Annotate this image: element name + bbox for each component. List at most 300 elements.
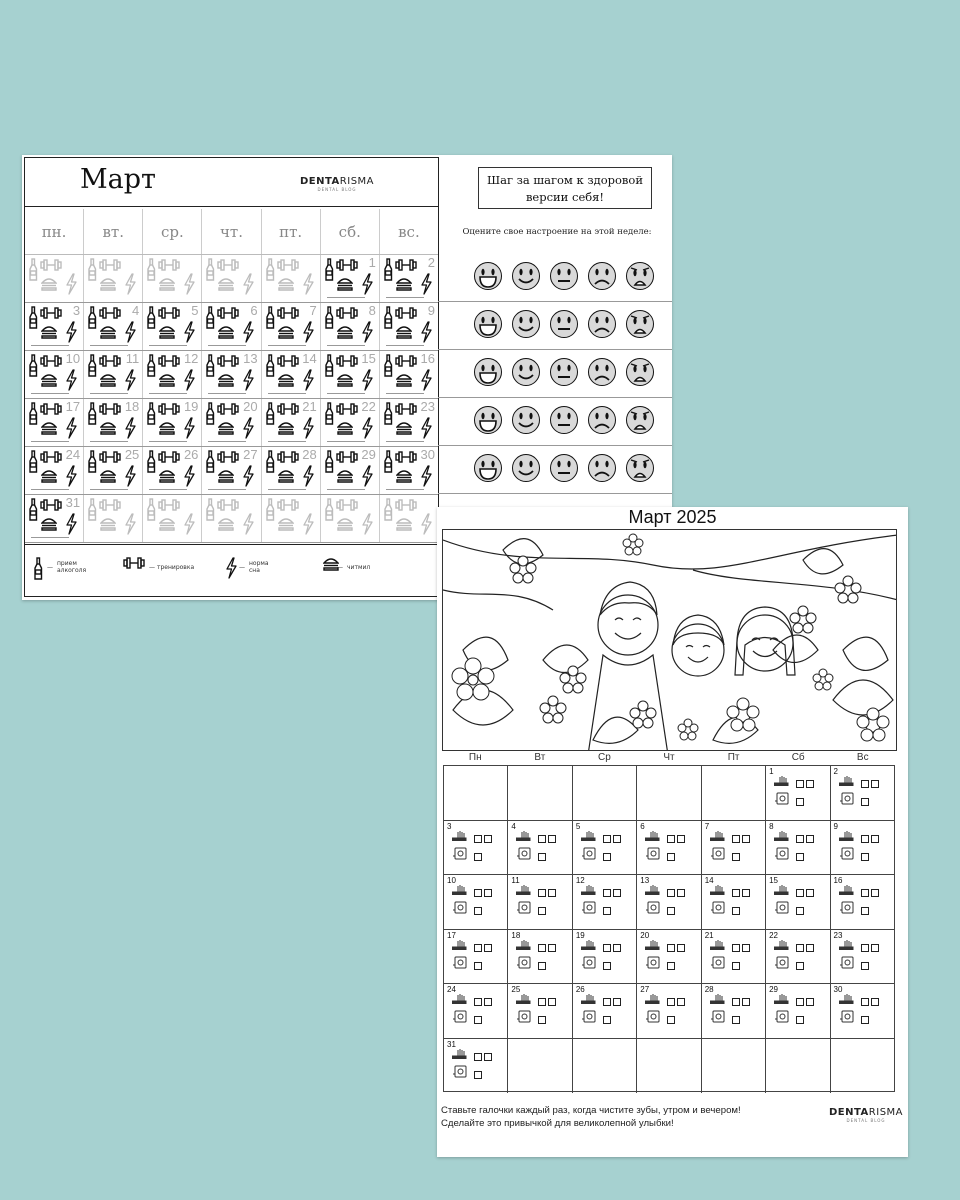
checkbox[interactable] <box>796 853 804 861</box>
dumbbell-icon <box>336 307 358 319</box>
checkbox[interactable] <box>548 835 556 843</box>
neutral-face-icon[interactable] <box>550 406 578 434</box>
habit-day-cell[interactable] <box>202 303 261 350</box>
habit-day-cell[interactable] <box>262 303 321 350</box>
checkbox[interactable] <box>667 889 675 897</box>
toothbrush-calendar-page <box>437 507 908 1157</box>
very-sad-face-icon[interactable] <box>626 310 654 338</box>
habit-day-cell[interactable] <box>84 255 143 302</box>
calendar-day-cell[interactable] <box>508 930 572 984</box>
bottle-icon <box>146 450 156 474</box>
day-number: 17 <box>447 930 456 940</box>
checkbox[interactable] <box>806 889 814 897</box>
checkbox[interactable] <box>474 1071 482 1079</box>
toothbrush-floss-icon <box>452 992 472 1024</box>
habit-day-cell[interactable] <box>321 495 380 542</box>
dumbbell-icon <box>277 259 299 271</box>
checkbox[interactable] <box>796 889 804 897</box>
checkbox[interactable] <box>667 1016 675 1024</box>
day-number: 19 <box>575 930 585 940</box>
calendar-day-cell[interactable] <box>444 984 508 1038</box>
smile-face-icon[interactable] <box>512 454 540 482</box>
laughing-face-icon[interactable] <box>474 406 502 434</box>
checkbox[interactable] <box>474 1053 482 1061</box>
lightning-icon <box>183 273 195 295</box>
checkbox[interactable] <box>613 835 621 843</box>
calendar-day-cell[interactable] <box>573 984 637 1038</box>
dumbbell-icon <box>99 403 121 415</box>
day-number: 8 <box>368 303 376 318</box>
weekday-label: Ср <box>598 752 611 763</box>
checkbox[interactable] <box>861 944 869 952</box>
checkbox[interactable] <box>474 944 482 952</box>
checkbox[interactable] <box>871 998 879 1006</box>
checkbox[interactable] <box>548 944 556 952</box>
note-line <box>386 441 424 442</box>
note-line <box>90 393 128 394</box>
habit-day-cell[interactable] <box>202 399 261 446</box>
toothbrush-floss-icon <box>774 992 794 1024</box>
laughing-face-icon[interactable] <box>474 454 502 482</box>
lightning-icon <box>361 321 373 343</box>
calendar-day-cell[interactable] <box>508 875 572 929</box>
checkbox[interactable] <box>732 944 740 952</box>
toothbrush-floss-icon <box>839 774 859 806</box>
week-row <box>25 255 438 303</box>
lightning-icon <box>65 513 77 535</box>
bottle-icon <box>383 354 393 378</box>
checkbox[interactable] <box>796 907 804 915</box>
calendar-day-cell[interactable] <box>766 984 830 1038</box>
note-line <box>386 297 424 298</box>
checkbox[interactable] <box>603 962 611 970</box>
burger-icon <box>278 325 294 339</box>
checkbox[interactable] <box>861 889 869 897</box>
note-line <box>31 345 69 346</box>
calendar-day-cell[interactable] <box>831 766 894 820</box>
dumbbell-icon <box>217 451 239 463</box>
weekday-header <box>443 752 895 763</box>
checkbox[interactable] <box>667 907 675 915</box>
checkbox[interactable] <box>871 835 879 843</box>
checkbox[interactable] <box>613 944 621 952</box>
checkbox[interactable] <box>861 835 869 843</box>
checkbox[interactable] <box>861 1016 869 1024</box>
day-number: 28 <box>704 985 714 994</box>
checkbox[interactable] <box>796 835 804 843</box>
laughing-face-icon[interactable] <box>474 262 502 290</box>
checkbox[interactable] <box>732 853 740 861</box>
checkbox[interactable] <box>677 889 685 897</box>
checkbox[interactable] <box>861 853 869 861</box>
checkbox[interactable] <box>796 998 804 1006</box>
checkbox[interactable] <box>861 798 869 806</box>
dumbbell-icon <box>158 355 180 367</box>
checkbox[interactable] <box>871 889 879 897</box>
checkbox[interactable] <box>796 962 804 970</box>
checkbox[interactable] <box>538 1016 546 1024</box>
habit-day-cell[interactable] <box>262 255 321 302</box>
bottle-icon <box>87 306 97 330</box>
habit-day-cell[interactable] <box>262 495 321 542</box>
smile-face-icon[interactable] <box>512 406 540 434</box>
note-line <box>268 393 306 394</box>
burger-icon <box>396 421 412 435</box>
calendar-day-cell <box>508 766 572 820</box>
habit-day-cell[interactable] <box>143 447 202 494</box>
bottle-icon <box>265 450 275 474</box>
toothbrush-floss-icon <box>710 992 730 1024</box>
checkbox[interactable] <box>538 907 546 915</box>
bottle-icon <box>28 354 38 378</box>
habit-day-cell[interactable] <box>380 303 438 350</box>
lightning-icon <box>242 417 254 439</box>
habit-day-cell[interactable] <box>321 255 380 302</box>
habit-day-cell[interactable] <box>380 495 438 542</box>
checkbox[interactable] <box>603 998 611 1006</box>
day-number: 14 <box>302 351 317 366</box>
calendar-day-cell[interactable] <box>831 984 894 1038</box>
brand-logo <box>300 176 374 192</box>
note-line <box>208 489 246 490</box>
checkbox[interactable] <box>474 998 482 1006</box>
sad-face-icon[interactable] <box>588 310 616 338</box>
calendar-day-cell[interactable] <box>444 930 508 984</box>
bottle-icon <box>383 306 393 330</box>
dumbbell-icon <box>99 451 121 463</box>
habit-day-cell[interactable] <box>380 447 438 494</box>
toothbrush-floss-icon <box>774 938 794 970</box>
calendar-day-cell[interactable] <box>508 984 572 1038</box>
habit-day-cell[interactable] <box>380 351 438 398</box>
habit-day-cell[interactable] <box>321 447 380 494</box>
day-number: 1 <box>769 767 774 776</box>
habit-day-cell[interactable] <box>321 303 380 350</box>
toothbrush-floss-icon <box>839 938 859 970</box>
checkbox[interactable] <box>796 1016 804 1024</box>
checkbox[interactable] <box>603 835 611 843</box>
bottle-icon <box>87 498 97 522</box>
checkbox[interactable] <box>474 962 482 970</box>
habit-day-cell[interactable] <box>380 255 438 302</box>
habit-day-cell[interactable] <box>143 303 202 350</box>
checkbox[interactable] <box>613 889 621 897</box>
habit-day-cell[interactable] <box>202 255 261 302</box>
week-row <box>25 447 438 495</box>
checkbox[interactable] <box>484 835 492 843</box>
toothbrush-floss-icon <box>452 938 472 970</box>
lightning-icon <box>242 465 254 487</box>
checkbox[interactable] <box>796 780 804 788</box>
smile-face-icon[interactable] <box>512 262 540 290</box>
note-line <box>149 393 187 394</box>
note-line <box>149 345 187 346</box>
toothbrush-floss-icon <box>452 1047 472 1079</box>
lightning-icon <box>242 369 254 391</box>
day-number: 22 <box>769 930 779 940</box>
checkbox[interactable] <box>484 889 492 897</box>
checkbox[interactable] <box>667 853 675 861</box>
burger-icon <box>218 325 234 339</box>
habit-day-cell[interactable] <box>143 495 202 542</box>
checkbox[interactable] <box>742 889 750 897</box>
checkbox[interactable] <box>548 998 556 1006</box>
checkbox[interactable] <box>474 853 482 861</box>
checkbox[interactable] <box>538 998 546 1006</box>
habit-day-cell[interactable] <box>202 495 261 542</box>
checkbox[interactable] <box>538 853 546 861</box>
bottle-icon <box>87 258 97 282</box>
day-number: 29 <box>361 447 376 462</box>
calendar-day-cell[interactable] <box>444 875 508 929</box>
habit-day-cell[interactable] <box>202 447 261 494</box>
laughing-face-icon[interactable] <box>474 310 502 338</box>
calendar-day-cell[interactable] <box>573 821 637 875</box>
checkbox[interactable] <box>677 835 685 843</box>
calendar-day-cell[interactable] <box>766 821 830 875</box>
checkbox[interactable] <box>861 907 869 915</box>
checkbox[interactable] <box>667 835 675 843</box>
bottle-icon <box>87 354 97 378</box>
checkbox[interactable] <box>871 780 879 788</box>
calendar-day-cell[interactable] <box>702 984 766 1038</box>
checkbox[interactable] <box>796 944 804 952</box>
habit-day-cell[interactable] <box>84 303 143 350</box>
bottle-icon <box>205 402 215 426</box>
habit-day-cell[interactable] <box>84 495 143 542</box>
checkbox[interactable] <box>603 889 611 897</box>
checkbox[interactable] <box>667 998 675 1006</box>
legend-label: норма сна <box>249 560 269 574</box>
habit-day-cell[interactable] <box>262 399 321 446</box>
habit-day-cell[interactable] <box>25 303 84 350</box>
bottle-icon <box>146 258 156 282</box>
day-number: 13 <box>640 876 650 885</box>
checkbox[interactable] <box>667 962 675 970</box>
note-line <box>208 441 246 442</box>
checkbox[interactable] <box>603 1016 611 1024</box>
calendar-day-cell[interactable] <box>637 984 701 1038</box>
calendar-day-cell[interactable] <box>702 930 766 984</box>
calendar-day-cell[interactable] <box>831 821 894 875</box>
habit-day-cell[interactable] <box>25 495 84 542</box>
habit-day-cell[interactable] <box>143 399 202 446</box>
habit-day-cell[interactable] <box>84 399 143 446</box>
habit-day-cell[interactable] <box>380 399 438 446</box>
calendar-day-cell[interactable] <box>573 930 637 984</box>
very-sad-face-icon[interactable] <box>626 262 654 290</box>
checkbox[interactable] <box>806 835 814 843</box>
calendar-day-cell <box>508 1039 572 1094</box>
smile-face-icon[interactable] <box>512 358 540 386</box>
habit-day-cell[interactable] <box>25 255 84 302</box>
checkbox[interactable] <box>603 944 611 952</box>
lightning-icon <box>302 513 314 535</box>
habit-calendar <box>24 157 439 597</box>
habit-day-cell[interactable] <box>84 447 143 494</box>
lightning-icon <box>302 465 314 487</box>
burger-icon <box>218 421 234 435</box>
lightning-icon <box>183 513 195 535</box>
very-sad-face-icon[interactable] <box>626 406 654 434</box>
neutral-face-icon[interactable] <box>550 262 578 290</box>
lightning-icon <box>225 557 237 579</box>
calendar-day-cell[interactable] <box>766 930 830 984</box>
toothbrush-floss-icon <box>645 829 665 861</box>
instruction-line-1: Ставьте галочки каждый раз, когда чистите зубы, утром и вечером! <box>441 1105 741 1116</box>
checkbox[interactable] <box>806 998 814 1006</box>
calendar-day-cell[interactable] <box>766 875 830 929</box>
calendar-day-cell[interactable] <box>702 875 766 929</box>
habit-day-cell[interactable] <box>84 351 143 398</box>
brand-name-b: RISMA <box>339 176 375 187</box>
calendar-week-row <box>444 821 894 876</box>
checkbox[interactable] <box>474 835 482 843</box>
day-number: 11 <box>511 876 520 885</box>
checkbox[interactable] <box>677 944 685 952</box>
checkbox[interactable] <box>732 998 740 1006</box>
habit-day-cell[interactable] <box>25 447 84 494</box>
calendar-day-cell[interactable] <box>444 821 508 875</box>
lightning-icon <box>302 273 314 295</box>
laughing-face-icon[interactable] <box>474 358 502 386</box>
day-number: 14 <box>704 876 714 885</box>
neutral-face-icon[interactable] <box>550 310 578 338</box>
habit-day-cell[interactable] <box>262 351 321 398</box>
toothbrush-floss-icon <box>516 938 536 970</box>
calendar-day-cell[interactable] <box>573 875 637 929</box>
lightning-icon <box>65 273 77 295</box>
habit-day-cell[interactable] <box>25 399 84 446</box>
calendar-day-cell[interactable] <box>831 930 894 984</box>
habit-day-cell[interactable] <box>25 351 84 398</box>
bottle-icon <box>383 450 393 474</box>
checkbox[interactable] <box>732 962 740 970</box>
habit-day-cell[interactable] <box>143 255 202 302</box>
burger-icon <box>396 325 412 339</box>
instruction-text <box>441 1104 741 1130</box>
checkbox[interactable] <box>742 835 750 843</box>
smile-face-icon[interactable] <box>512 310 540 338</box>
checkbox[interactable] <box>861 962 869 970</box>
checkbox[interactable] <box>548 889 556 897</box>
day-number: 27 <box>243 447 258 462</box>
calendar-day-cell[interactable] <box>831 875 894 929</box>
checkbox[interactable] <box>538 962 546 970</box>
calendar-day-cell[interactable] <box>444 1039 508 1094</box>
calendar-day-cell[interactable] <box>702 821 766 875</box>
brand-subtitle: DENTAL BLOG <box>317 187 357 192</box>
habit-day-cell[interactable] <box>202 351 261 398</box>
checkbox[interactable] <box>861 998 869 1006</box>
habit-day-cell[interactable] <box>321 399 380 446</box>
checkbox[interactable] <box>484 998 492 1006</box>
very-sad-face-icon[interactable] <box>626 454 654 482</box>
week-row <box>25 351 438 399</box>
checkbox[interactable] <box>732 1016 740 1024</box>
sad-face-icon[interactable] <box>588 358 616 386</box>
lightning-icon <box>302 369 314 391</box>
lightning-icon <box>420 273 432 295</box>
dumbbell-icon <box>395 259 417 271</box>
checkbox[interactable] <box>603 853 611 861</box>
checkbox[interactable] <box>603 907 611 915</box>
lightning-icon <box>183 417 195 439</box>
day-number: 23 <box>420 399 435 414</box>
burger-icon <box>41 373 57 387</box>
checkbox[interactable] <box>538 835 546 843</box>
burger-icon <box>100 517 116 531</box>
checkbox[interactable] <box>732 835 740 843</box>
burger-icon <box>100 325 116 339</box>
neutral-face-icon[interactable] <box>550 358 578 386</box>
checkbox[interactable] <box>742 998 750 1006</box>
dumbbell-icon <box>40 307 62 319</box>
bottle-icon <box>33 557 43 581</box>
toothbrush-floss-icon <box>645 992 665 1024</box>
sad-face-icon[interactable] <box>588 454 616 482</box>
checkbox[interactable] <box>474 889 482 897</box>
checkbox[interactable] <box>667 944 675 952</box>
checkbox[interactable] <box>484 1053 492 1061</box>
sad-face-icon[interactable] <box>588 406 616 434</box>
legend <box>25 544 438 596</box>
dumbbell-icon <box>277 499 299 511</box>
bottle-icon <box>28 450 38 474</box>
checkbox[interactable] <box>474 1016 482 1024</box>
lightning-icon <box>420 321 432 343</box>
toothbrush-floss-icon <box>645 883 665 915</box>
habit-grid <box>25 255 438 543</box>
checkbox[interactable] <box>732 889 740 897</box>
calendar-day-cell[interactable] <box>766 766 830 820</box>
sad-face-icon[interactable] <box>588 262 616 290</box>
checkbox[interactable] <box>861 780 869 788</box>
checkbox[interactable] <box>484 944 492 952</box>
day-number: 8 <box>769 821 774 831</box>
neutral-face-icon[interactable] <box>550 454 578 482</box>
checkbox[interactable] <box>538 944 546 952</box>
very-sad-face-icon[interactable] <box>626 358 654 386</box>
checkbox[interactable] <box>796 798 804 806</box>
checkbox[interactable] <box>538 889 546 897</box>
checkbox[interactable] <box>806 944 814 952</box>
day-number: 9 <box>427 303 435 318</box>
checkbox[interactable] <box>871 944 879 952</box>
calendar-day-cell[interactable] <box>637 821 701 875</box>
calendar-week-row <box>444 1039 894 1094</box>
calendar-day-cell[interactable] <box>637 875 701 929</box>
burger-icon <box>159 517 175 531</box>
habit-day-cell[interactable] <box>143 351 202 398</box>
calendar-day-cell[interactable] <box>508 821 572 875</box>
lightning-icon <box>124 465 136 487</box>
lightning-icon <box>302 417 314 439</box>
checkbox[interactable] <box>474 907 482 915</box>
checkbox[interactable] <box>613 998 621 1006</box>
checkbox[interactable] <box>732 907 740 915</box>
day-number: 31 <box>447 1039 456 1049</box>
checkbox[interactable] <box>742 944 750 952</box>
checkbox[interactable] <box>677 998 685 1006</box>
bottle-icon <box>265 306 275 330</box>
habit-day-cell[interactable] <box>262 447 321 494</box>
note-line <box>386 489 424 490</box>
bottle-icon <box>28 498 38 522</box>
habit-day-cell[interactable] <box>321 351 380 398</box>
calendar-day-cell[interactable] <box>637 930 701 984</box>
checkbox[interactable] <box>806 780 814 788</box>
